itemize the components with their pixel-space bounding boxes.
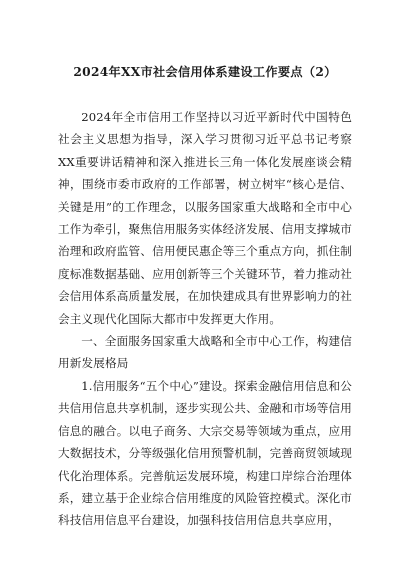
document-page — [58, 64, 352, 532]
intro-paragraph: 2024年全市信用工作坚持以习近平新时代中国特色社会主义思想为指导，深入学习贯彻习近平总书记考察XX重要讲话精神和深入推进长三角一体化发展座谈会精神，围绕市委市政府的工作部署，树立树牢“核心是信、关键是用”的工作理念，以服务国家重大战略和全市中心工作为牵引，聚焦信用服务实体经济发展、信用支撑城市治理和政府监管、信用便民惠企等三个重点方向，抓住制度标准数据基础、应用创新等三个关键环节，着力推动社会信用体系高质量发展，在加快建成具有世界影响力的社会主义现代化国际大都市中发挥更大作用。 — [58, 110, 352, 326]
item-1-paragraph: 1.信用服务“五个中心”建设。探索金融信用信息和公共信用信息共享机制，逐步实现公共、金融和市场等信用信息的融合。以电子商务、大宗交易等领域为重点，应用大数据技术，分等级强化信用预警机制，完善商贸领域现代化治理体系。完善航运发展环境，构建口岸综合治理体系，建立基于企业综合信用维度的风险管控模式。深化市科技信用信息平台建设，加强科技信用信息共享应用， — [58, 378, 352, 528]
document-title: 2024年XX市社会信用体系建设工作要点（2） — [73, 65, 337, 79]
section-heading-paragraph: 一、全面服务国家重大战略和全市中心工作，构建信用新发展格局 — [58, 334, 352, 371]
